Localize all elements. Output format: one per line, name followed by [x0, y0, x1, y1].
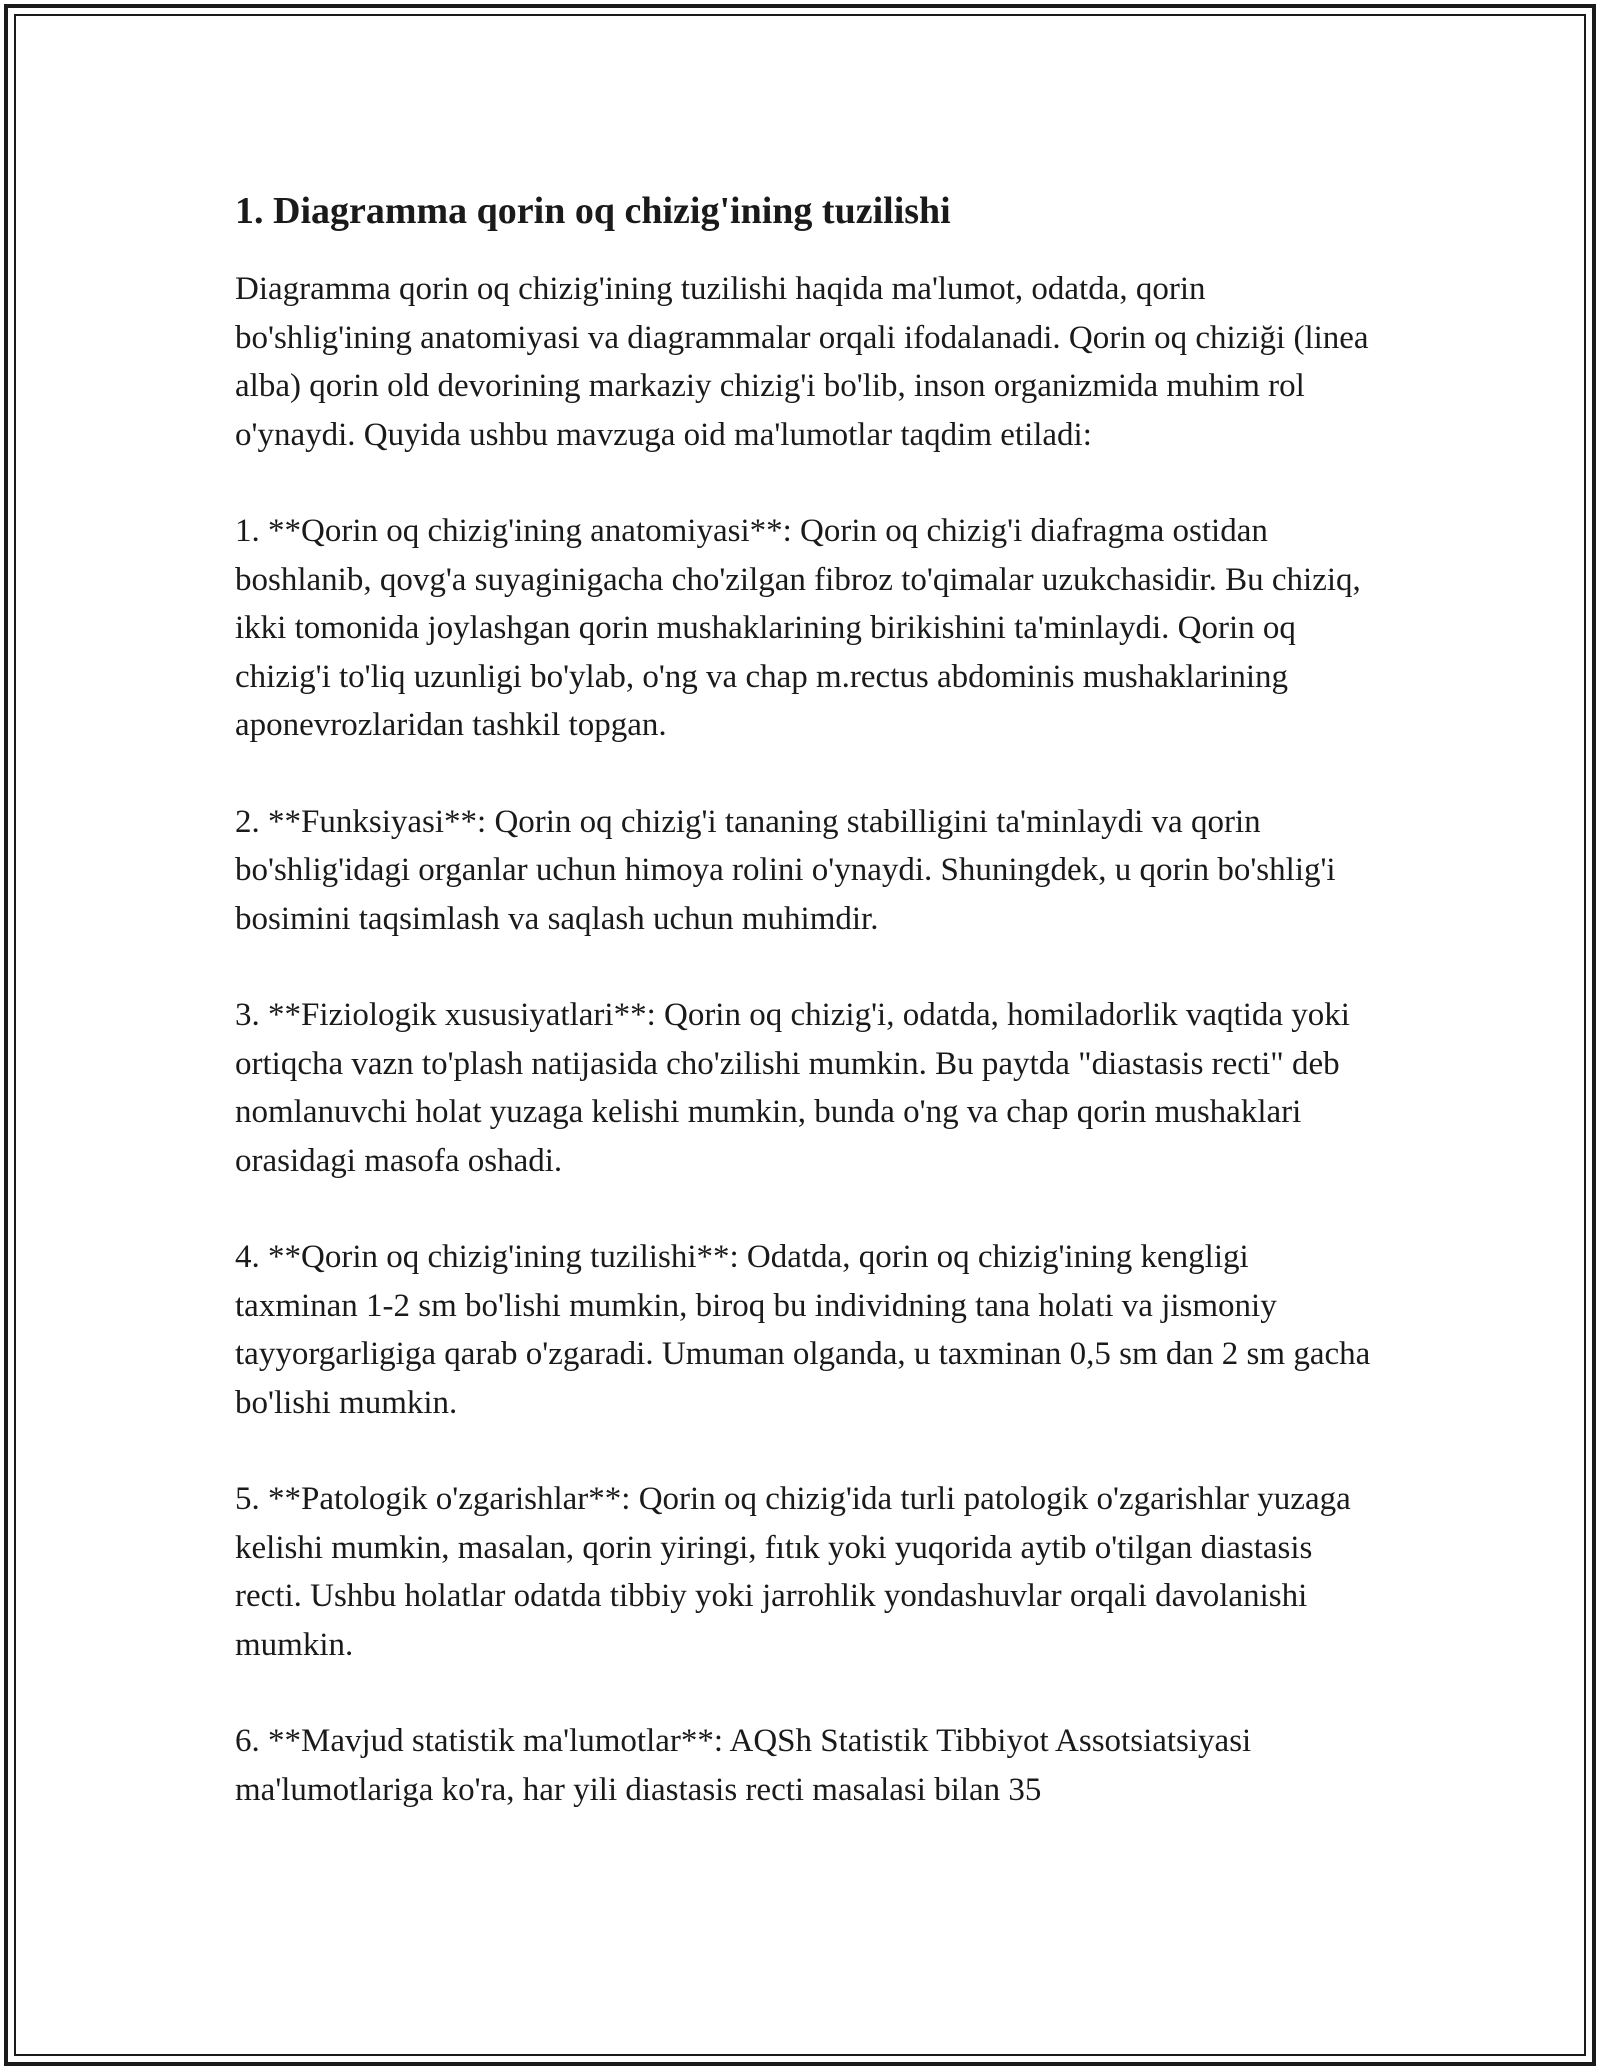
paragraph-physiology: 3. **Fiziologik xususiyatlari**: Qorin oq chizig'i, odatda, homiladorlik vaqtida yoki ortiqcha vazn to'plash natijasida cho'zilishi mumkin. Bu paytda "diastasis recti" deb nomlanuvchi holat yuzaga kelishi mumkin, bunda o'ng va chap qorin mushaklari orasidagi masofa oshadi.	[235, 997, 1350, 1179]
paragraph-anatomy: 1. **Qorin oq chizig'ining anatomiyasi**: Qorin oq chizig'i diafragma ostidan boshlanib, qovg'a suyaginigacha cho'zilgan fibroz to'qimalar uzukchasidir. Bu chiziq, ikki tomonida joylashgan qorin mushaklarining birikishini ta'minlaydi. Qorin oq chizig'i to'liq uzunligi bo'ylab, o'ng va chap m.rectus abdominis mushaklarining aponevrozlaridan tashkil topgan.	[235, 513, 1361, 743]
intro-paragraph: Diagramma qorin oq chizig'ining tuzilishi haqida ma'lumot, odatda, qorin bo'shlig'ining anatomiyasi va diagrammalar orqali ifodalanadi. Qorin oq chiziği (linea alba) qorin old devorining markaziy chizig'i bo'lib, inson organizmida muhim rol o'ynaydi. Quyida ushbu mavzuga oid ma'lumotlar taqdim etiladi:	[235, 271, 1369, 453]
paragraph-pathology: 5. **Patologik o'zgarishlar**: Qorin oq chizig'ida turli patologik o'zgarishlar yuzaga kelishi mumkin, masalan, qorin yiringi, fıtık yoki yuqorida aytib o'tilgan diastasis recti. Ushbu holatlar odatda tibbiy yoki jarrohlik yondashuvlar orqali davolanishi mumkin.	[235, 1481, 1351, 1663]
document-title: 1. Diagramma qorin oq chizig'ining tuzilishi	[235, 190, 951, 232]
document-body	[235, 185, 1375, 1862]
paragraph-function: 2. **Funksiyasi**: Qorin oq chizig'i tananing stabilligini ta'minlaydi va qorin bo'shlig'idagi organlar uchun himoya rolini o'ynaydi. Shuningdek, u qorin bo'shlig'i bosimini taqsimlash va saqlash uchun muhimdir.	[235, 803, 1336, 937]
paragraph-statistics: 6. **Mavjud statistik ma'lumotlar**: AQSh Statistik Tibbiyot Assotsiatsiyasi ma'lumotlariga ko'ra, har yili diastasis recti masalasi bilan 35	[235, 1723, 1252, 1808]
paragraph-structure: 4. **Qorin oq chizig'ining tuzilishi**: Odatda, qorin oq chizig'ining kengligi taxminan 1-2 sm bo'lishi mumkin, biroq bu individning tana holati va jismoniy tayyorgarligiga qarab o'zgaradi. Umuman olganda, u taxminan 0,5 sm dan 2 sm gacha bo'lishi mumkin.	[235, 1239, 1371, 1421]
